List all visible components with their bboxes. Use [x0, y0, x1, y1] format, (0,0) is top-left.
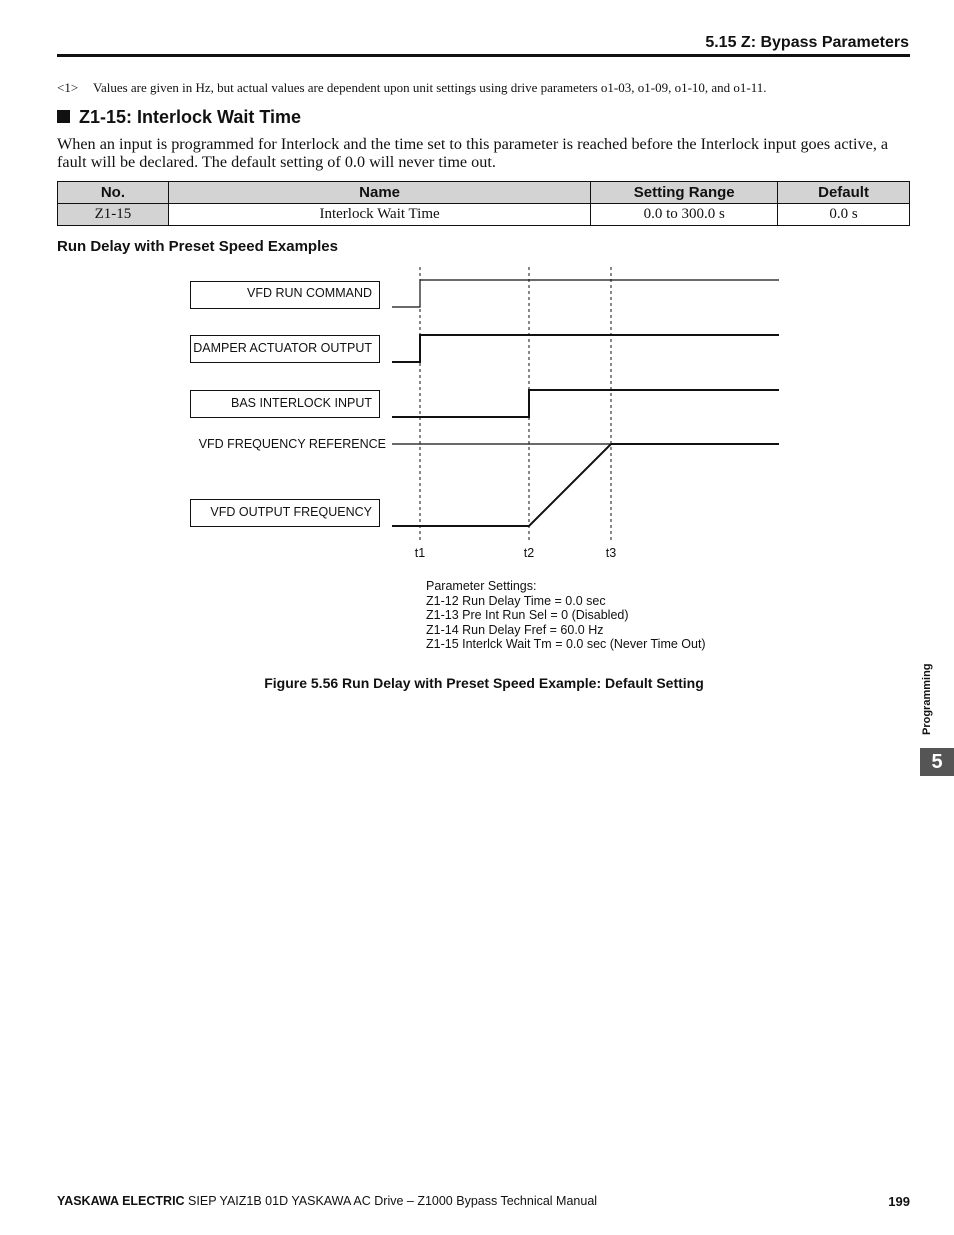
parameter-heading-text: Z1-15: Interlock Wait Time — [79, 107, 302, 127]
chapter-tab: 5 — [920, 748, 954, 776]
parameter-setting-line: Z1-15 Interlck Wait Tm = 0.0 sec (Never Time Out) — [426, 637, 706, 652]
parameter-settings — [426, 579, 706, 652]
signal-label-interlock-input: BAS INTERLOCK INPUT — [231, 396, 372, 410]
section-title: 5.15 Z: Bypass Parameters — [705, 34, 909, 51]
signal-label-damper-output: DAMPER ACTUATOR OUTPUT — [193, 341, 372, 355]
signal-label-run-command: VFD RUN COMMAND — [247, 286, 372, 300]
signal-label-frequency-reference: VFD FREQUENCY REFERENCE — [198, 437, 386, 451]
time-label-t3: t3 — [605, 546, 617, 560]
parameter-description: When an input is programmed for Interlock and the time set to this parameter is reached before the Interlock input goes active, a fault will be declared. The default setting of 0.0 will never time out. — [57, 135, 889, 171]
footer-doc-title: SIEP YAIZ1B 01D YASKAWA AC Drive – Z1000 Bypass Technical Manual — [184, 1194, 598, 1208]
footer-document — [57, 1194, 597, 1208]
table-header-no: No. — [58, 182, 169, 204]
table-header-range: Setting Range — [591, 182, 778, 204]
parameter-settings-title: Parameter Settings: — [426, 579, 537, 593]
footnote-text: Values are given in Hz, but actual values are dependent upon unit settings using drive parameters o1-03, o1-09, o1-10, and o1-11. — [93, 80, 767, 95]
damper-output-waveform — [392, 335, 779, 362]
parameter-setting-line: Z1-14 Run Delay Fref = 60.0 Hz — [426, 622, 604, 637]
table-header-default: Default — [778, 182, 910, 204]
footer-brand: YASKAWA ELECTRIC — [57, 1194, 185, 1208]
figure-subheading: Run Delay with Preset Speed Examples — [57, 238, 338, 255]
chapter-side-label: Programming — [921, 663, 933, 735]
cell-default: 0.0 s — [778, 204, 910, 226]
output-frequency-waveform — [392, 444, 779, 526]
time-label-t1: t1 — [414, 546, 426, 560]
figure-caption: Figure 5.56 Run Delay with Preset Speed Example: Default Setting — [264, 675, 704, 691]
time-label-t2: t2 — [523, 546, 535, 560]
interlock-input-waveform — [392, 390, 779, 417]
cell-setting-range: 0.0 to 300.0 s — [591, 204, 778, 226]
page-number: 199 — [888, 1194, 910, 1209]
footnote-marker: <1> — [57, 80, 79, 95]
parameter-setting-line: Z1-12 Run Delay Time = 0.0 sec — [426, 593, 606, 608]
signal-label-output-frequency: VFD OUTPUT FREQUENCY — [210, 505, 372, 519]
parameter-setting-line: Z1-13 Pre Int Run Sel = 0 (Disabled) — [426, 608, 629, 623]
cell-parameter-no: Z1-15 — [58, 204, 169, 226]
table-header-name: Name — [168, 182, 590, 204]
cell-parameter-name: Interlock Wait Time — [168, 204, 590, 226]
run-command-waveform — [392, 280, 779, 307]
